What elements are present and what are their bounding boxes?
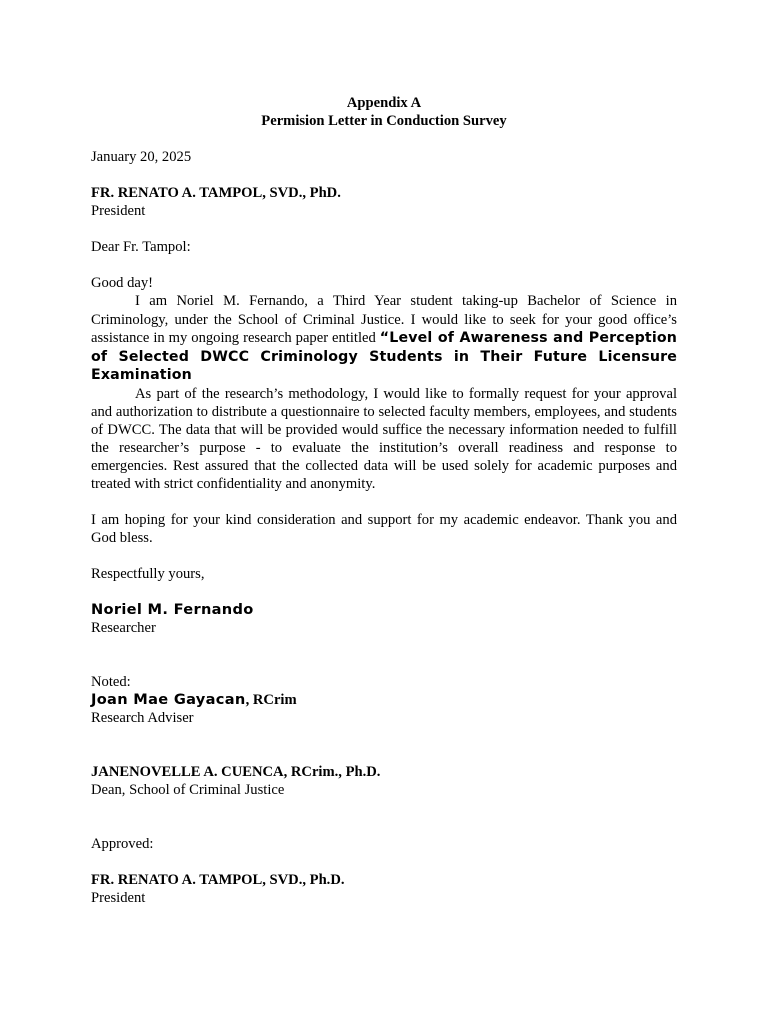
appendix-label: Appendix A [346,95,422,111]
paragraph-introduction [91,292,677,385]
research-title: “Level of Awareness and Perception of Selected DWCC Criminology Students in Their Future Licensure Examination [91,330,677,383]
recipient-name: FR. RENATO A. TAMPOL, SVD., PhD. [91,185,341,201]
paragraph-methodology: As part of the research’s methodology, I would like to formally request for your approval and authorization to distribute a questionnaire to selected faculty members, employees, and students of DWCC. The data that will be provided would suffice the necessary information needed to fulfill the researcher’s purpose - to evaluate the institution’s overall readiness and response to emergencies. Rest assured that the collected data will be used solely for academic purposes and treated with strict confidentiality and anonymity. [91,385,677,492]
adviser-signature-line [91,691,677,709]
approved-label: Approved: [91,835,154,852]
researcher-name: Noriel M. Fernando [91,600,254,618]
letter-page [91,94,677,907]
letter-title: Permision Letter in Conduction Survey [261,113,507,129]
recipient-title: President [91,203,146,219]
president-role: President [91,889,146,906]
greeting: Good day! [91,275,154,291]
paragraph-closing: I am hoping for your kind consideration and support for my academic endeavor. Thank you and God bless. [91,511,677,546]
paragraph-introduction-text: I am Noriel M. Fernando, a Third Year student taking-up Bachelor of Science in Criminology, under the School of Criminal Justice. I would like to seek for your good office’s assistance in my ongoing research paper entitled [91,293,677,346]
adviser-suffix: , RCrim [245,691,297,708]
dean-role: Dean, School of Criminal Justice [91,781,285,798]
noted-label: Noted: [91,673,131,690]
president-name: FR. RENATO A. TAMPOL, SVD., Ph.D. [91,871,345,888]
salutation: Dear Fr. Tampol: [91,239,191,255]
adviser-name: Joan Mae Gayacan [91,690,246,708]
closing-phrase: Respectfully yours, [91,565,205,582]
letter-date: January 20, 2025 [91,149,192,165]
adviser-role: Research Adviser [91,709,194,726]
dean-name: JANENOVELLE A. CUENCA, RCrim., Ph.D. [91,763,381,780]
researcher-role: Researcher [91,619,156,636]
